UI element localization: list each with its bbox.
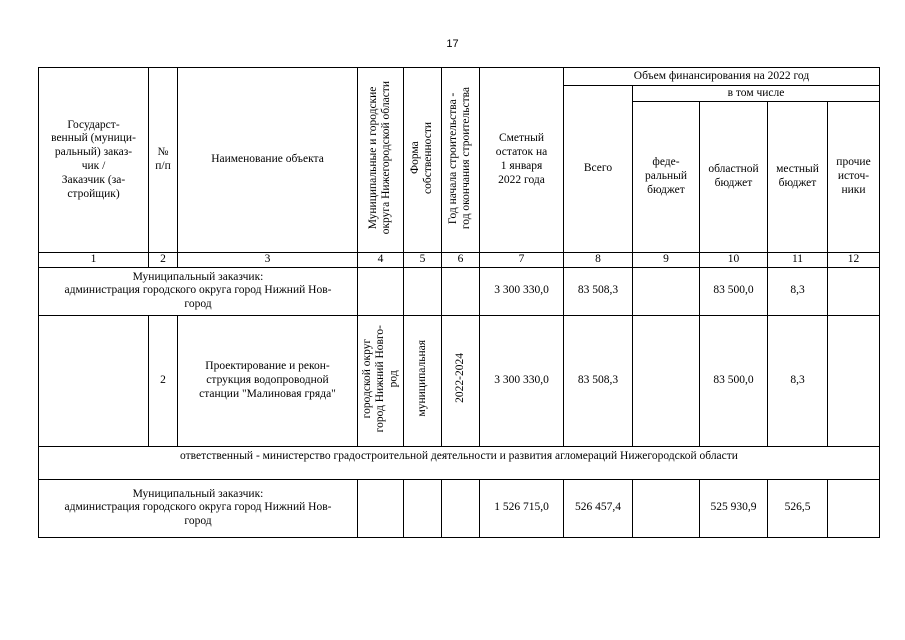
local-value: 526,5 (768, 479, 828, 537)
customer-row (39, 267, 880, 315)
federal-value (633, 315, 700, 446)
column-number: 9 (633, 253, 700, 268)
object-municipality: городской округ город Нижний Новго- род (358, 315, 404, 446)
total-value: 526 457,4 (564, 479, 633, 537)
header-regional: областной бюджет (700, 102, 768, 253)
estimate-value: 3 300 330,0 (480, 315, 564, 446)
header-federal: феде- ральный бюджет (633, 102, 700, 253)
column-number: 1 (39, 253, 149, 268)
header-other: прочие источ- ники (828, 102, 880, 253)
header-estimate: Сметный остаток на 1 января 2022 года (480, 68, 564, 253)
column-number: 12 (828, 253, 880, 268)
object-ownership: муниципальная (404, 315, 442, 446)
empty-cell (442, 479, 480, 537)
header-row-1 (39, 68, 880, 86)
header-including: в том числе (633, 86, 880, 102)
total-value: 83 508,3 (564, 315, 633, 446)
other-value (828, 315, 880, 446)
column-number: 3 (178, 253, 358, 268)
customer-label: Муниципальный заказчик: администрация городского округа город Нижний Нов- город (39, 479, 358, 537)
column-number: 7 (480, 253, 564, 268)
column-number: 5 (404, 253, 442, 268)
federal-value (633, 267, 700, 315)
column-number: 11 (768, 253, 828, 268)
local-value: 8,3 (768, 267, 828, 315)
page-number: 17 (446, 38, 459, 50)
empty-cell (39, 315, 149, 446)
empty-cell (404, 267, 442, 315)
estimate-value: 1 526 715,0 (480, 479, 564, 537)
header-number: № п/п (149, 68, 178, 253)
empty-cell (442, 267, 480, 315)
column-number: 8 (564, 253, 633, 268)
header-object-name: Наименование объекта (178, 68, 358, 253)
regional-value: 525 930,9 (700, 479, 768, 537)
header-municipality: Муниципальные и городские округа Нижегородской области (358, 68, 404, 253)
header-years: Год начала строительства - год окончания строительства (442, 68, 480, 253)
local-value: 8,3 (768, 315, 828, 446)
regional-value: 83 500,0 (700, 267, 768, 315)
other-value (828, 479, 880, 537)
header-customer: Государст- венный (муници- pальный) заказ- чик / Заказчик (за- стройщик) (39, 68, 149, 253)
column-number: 10 (700, 253, 768, 268)
regional-value: 83 500,0 (700, 315, 768, 446)
object-name: Проектирование и рекон- струкция водопроводной станции "Малиновая гряда" (178, 315, 358, 446)
empty-cell (404, 479, 442, 537)
header-ownership: Форма собственности (404, 68, 442, 253)
column-number: 2 (149, 253, 178, 268)
total-value: 83 508,3 (564, 267, 633, 315)
object-years: 2022-2024 (442, 315, 480, 446)
header-funding-title: Объем финансирования на 2022 год (564, 68, 880, 86)
empty-cell (358, 479, 404, 537)
column-number-row (39, 253, 880, 268)
header-total: Всего (564, 86, 633, 253)
object-number: 2 (149, 315, 178, 446)
empty-cell (358, 267, 404, 315)
customer-row (39, 479, 880, 537)
financing-table (38, 67, 880, 538)
customer-label: Муниципальный заказчик: администрация городского округа город Нижний Нов- город (39, 267, 358, 315)
header-local: местный бюджет (768, 102, 828, 253)
responsible-text: ответственный - министерство градостроительной деятельности и развития агломераций Нижегородской области (39, 446, 880, 479)
federal-value (633, 479, 700, 537)
object-row (39, 315, 880, 446)
estimate-value: 3 300 330,0 (480, 267, 564, 315)
responsible-row (39, 446, 880, 479)
column-number: 6 (442, 253, 480, 268)
other-value (828, 267, 880, 315)
column-number: 4 (358, 253, 404, 268)
